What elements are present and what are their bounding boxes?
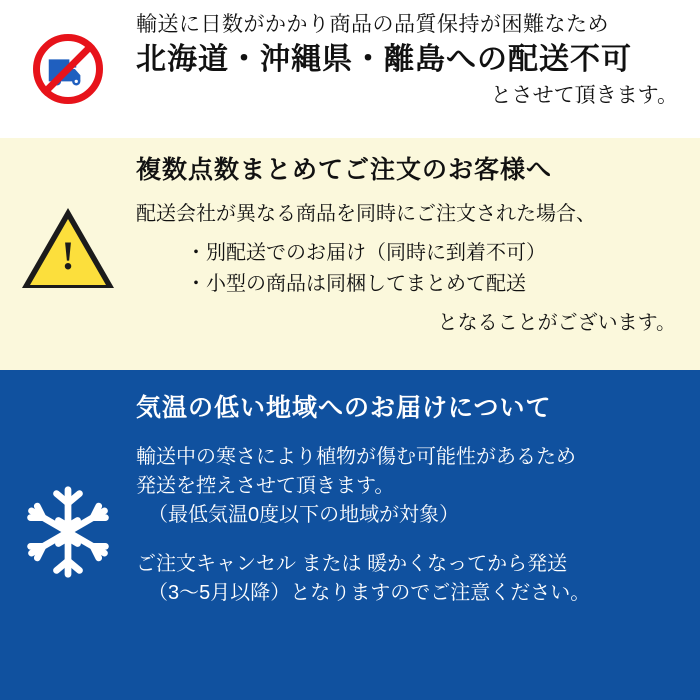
multiple-items-title: 複数点数まとめてご注文のお客様へ [136,156,553,184]
cold-region-body-1: 輸送中の寒さにより植物が傷む可能性があるため [136,445,576,468]
cold-region-body-3: （最低気温0度以下の地域が対象） [148,503,460,526]
cold-region-section [0,370,700,700]
cold-region-body-2: 発送を控えさせて頂きます。 [136,474,395,497]
cold-region-body-5: （3〜5月以降）となりますのでご注意ください。 [148,581,591,604]
multiple-items-lead: 配送会社が異なる商品を同時にご注文された場合、 [136,202,596,225]
multiple-items-text-column [136,152,700,336]
multiple-items-closing: となることがございます。 [437,311,676,334]
multiple-items-section [0,138,700,370]
spacer [136,530,682,550]
no-delivery-text-column [136,6,700,110]
snowflake-icon [20,484,116,580]
cold-region-icon-column [0,388,136,580]
cold-region-body-4: ご注文キャンセル または 暖かくなってから発送 [136,552,568,575]
no-delivery-section [0,0,700,138]
no-delivery-headline: 北海道・沖縄県・離島への配送不可 [136,43,632,77]
no-truck-icon [33,34,103,104]
no-delivery-reason: 輸送に日数がかかり商品の品質保持が困難なため [136,13,609,36]
list-item: ・小型の商品は同梱してまとめて配送 [186,272,526,295]
cold-region-text-column [136,388,700,608]
no-delivery-closing: とさせて頂きます。 [490,84,678,108]
no-delivery-icon-column [0,6,136,104]
multiple-items-icon-column [0,152,136,288]
multiple-items-bullet-list [136,238,682,300]
list-item: ・別配送でのお届け（同時に到着不可） [186,241,546,264]
warning-triangle-icon [22,208,114,288]
exclamation-mark: ! [61,233,75,278]
cold-region-title: 気温の低い地域へのお届けについて [136,394,552,422]
